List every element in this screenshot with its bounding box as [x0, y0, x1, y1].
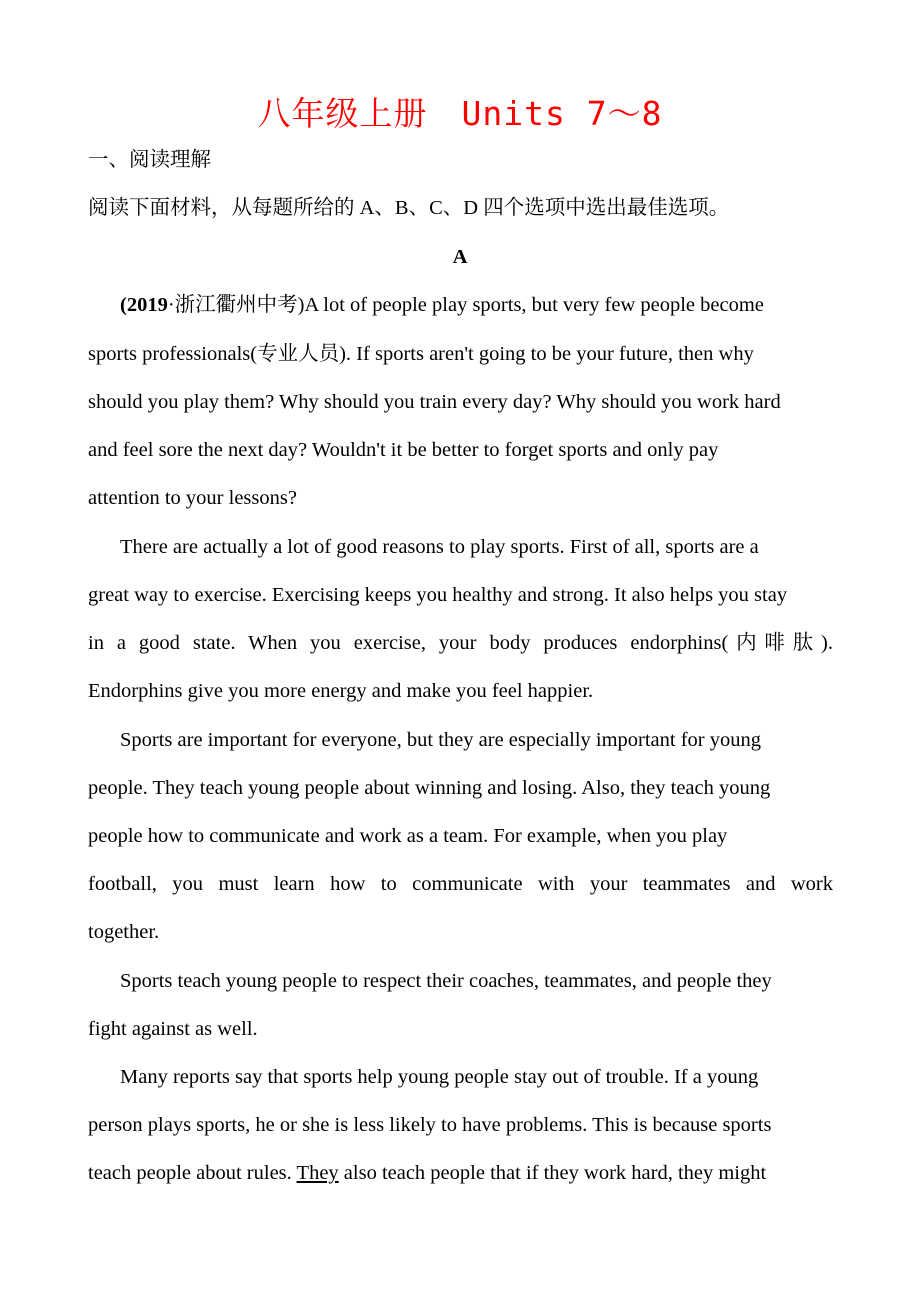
title-grade: 八年级上册	[257, 94, 428, 133]
paragraph-line: attention to your lessons?	[88, 487, 297, 509]
paragraph-line: and feel sore the next day? Wouldn't it be better to forget sports and only pay	[88, 439, 719, 461]
paragraph-line	[88, 1159, 833, 1187]
paragraph-line: fight against as well.	[88, 1018, 258, 1040]
paragraph-line: in a good state. When you exercise, your body produces endorphins(内啡肽).	[88, 632, 833, 654]
paragraph-line: people. They teach young people about winning and losing. Also, they teach young	[88, 777, 771, 799]
section-heading: 一、阅读理解	[88, 149, 211, 171]
source-info: ·浙江衢州中考)	[167, 294, 305, 316]
paragraph-line: Many reports say that sports help young people stay out of trouble. If a young	[120, 1066, 759, 1088]
paragraph-line: should you play them? Why should you train every day? Why should you work hard	[88, 391, 781, 413]
source-year: (2019	[120, 294, 168, 316]
paragraph-line: person plays sports, he or she is less likely to have problems. This is because sports	[88, 1114, 772, 1136]
paragraph-line: together.	[88, 921, 160, 943]
line-text: A lot of people play sports, but very few people become	[304, 294, 764, 316]
paragraph-line: sports professionals(专业人员). If sports aren't going to be your future, then why	[88, 343, 754, 365]
paragraph-line: great way to exercise. Exercising keeps you healthy and strong. It also helps you stay	[88, 584, 788, 606]
paragraph-line: Endorphins give you more energy and make you feel happier.	[88, 680, 594, 702]
page-title	[0, 88, 920, 135]
paragraph-line: people how to communicate and work as a team. For example, when you play	[88, 825, 728, 847]
line-text: also teach people that if they work hard, they might	[338, 1162, 767, 1184]
line-text: teach people about rules.	[88, 1162, 297, 1184]
paragraph-line: Sports teach young people to respect their coaches, teammates, and people they	[120, 970, 772, 992]
title-units: Units 7～8	[461, 94, 663, 133]
underlined-word: They	[296, 1162, 339, 1184]
instructions: 阅读下面材料，从每题所给的 A、B、C、D 四个选项中选出最佳选项。	[88, 197, 730, 219]
paragraph-line: football, you must learn how to communicate with your teammates and work	[88, 873, 833, 895]
paragraph-line	[120, 291, 833, 319]
paragraph-line: Sports are important for everyone, but they are especially important for young	[120, 729, 761, 751]
paragraph-line: There are actually a lot of good reasons to play sports. First of all, sports are a	[120, 536, 759, 558]
passage-label: A	[452, 246, 468, 268]
